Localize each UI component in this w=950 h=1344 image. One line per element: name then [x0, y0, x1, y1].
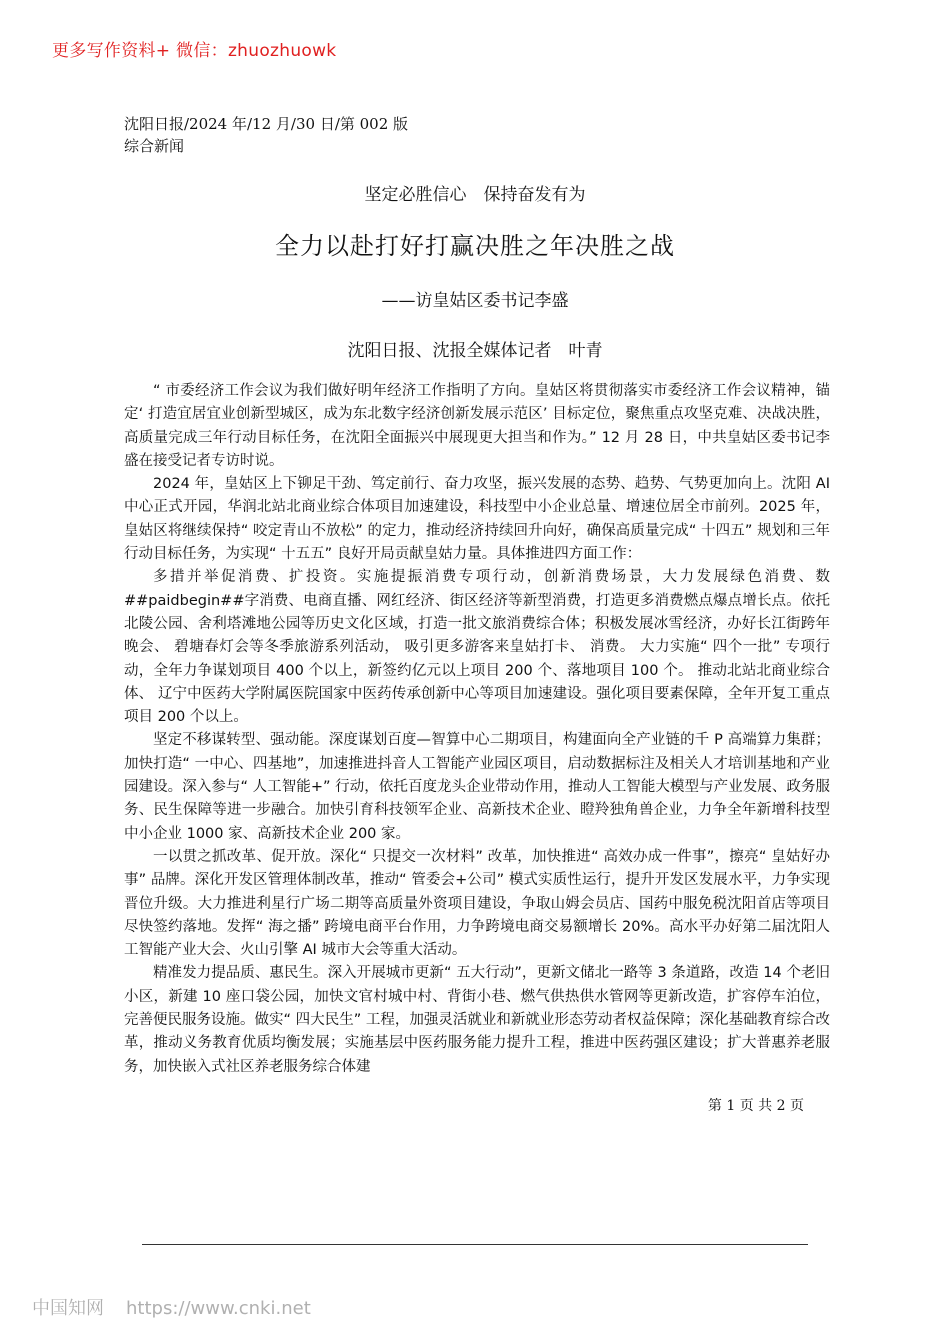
- tagline: 坚定必胜信心 保持奋发有为: [364, 185, 586, 205]
- promo-link[interactable]: 更多写作资料+ 微信：zhuozhuowk: [52, 41, 337, 61]
- watermark-url[interactable]: https://www.cnki.net: [126, 1298, 311, 1319]
- article-subtitle: ——访皇姑区委书记李盛: [381, 291, 569, 311]
- paragraph: 精准发力提品质、惠民生。深入开展城市更新“ 五大行动”，更新文储北一路等 3 条道路，改造 14 个老旧小区，新建 10 座口袋公园，加快文官村城中村、背街小巷、燃气供热供水管网等更新改造，扩容停车泊位，完善便民服务设施。做实“ 四大民生” 工程，加强灵活就业和新就业形态劳动者权益保障；深化基础教育综合改革，推动义务教育优质均衡发展；实施基层中医药服务能力提升工程，推进中医药强区建设；扩大普惠养老服务，加快嵌入式社区养老服务综合体建: [124, 965, 830, 1075]
- paragraph: 坚定不移谋转型、强动能。深度谋划百度—智算中心二期项目，构建面向全产业链的千 P 高端算力集群；加快打造“ 一中心、四基地”，加速推进抖音人工智能产业园区项目，启动数据标注及相关人才培训基地和产业园建设。深入参与“ 人工智能+” 行动，依托百度龙头企业带动作用，推动人工智能大模型与产业发展、政务服务、民生保障等进一步融合。加快引育科技领军企业、高新技术企业、瞪羚独角兽企业，力争全年新增科技型中小企业 1000 家、高新技术企业 200 家。: [124, 732, 830, 842]
- source-line: 沈阳日报/2024 年/12 月/30 日/第 002 版综合新闻: [124, 115, 409, 155]
- watermark-name: 中国知网: [32, 1298, 104, 1319]
- paragraph: 2024 年，皇姑区上下铆足干劲、笃定前行、奋力攻坚，振兴发展的态势、趋势、气势更加向上。沈阳 AI 中心正式开园，华润北站北商业综合体项目加速建设，科技型中小企业总量、增速位居全市前列。2025 年，皇姑区将继续保持“ 咬定青山不放松” 的定力，推动经济持续回升向好，确保高质量完成“ 十四五” 规划和三年行动目标任务，为实现“ 十五五” 良好开局贡献皇姑力量。具体推进四方面工作：: [124, 476, 830, 563]
- paragraph: 一以贯之抓改革、促开放。深化“ 只提交一次材料” 改革，加快推进“ 高效办成一件事”，擦亮“ 皇姑好办事” 品牌。深化开发区管理体制改革，推动“ 管委会+公司” 模式实质性运行，提升开发区发展水平，力争实现晋位升级。大力推进利星行广场二期等高质量外资项目建设，争取山姆会员店、国药中服免税沈阳首店等项目尽快签约落地。发挥“ 海之播” 跨境电商平台作用，力争跨境电商交易额增长 20%。高水平办好第二届沈阳人工智能产业大会、火山引擎 AI 城市大会等重大活动。: [124, 848, 830, 959]
- paragraph: “ 市委经济工作会议为我们做好明年经济工作指明了方向。皇姑区将贯彻落实市委经济工作会议精神，锚定‘ 打造宜居宜业创新型城区，成为东北数字经济创新发展示范区’ 目标定位，聚焦重点攻坚克难、决战决胜，高质量完成三年行动目标任务，在沈阳全面振兴中展现更大担当和作为。” 12 月 28 日，中共皇姑区委书记李盛在接受记者专访时说。: [124, 383, 830, 469]
- byline: 沈阳日报、沈报全媒体记者 叶青: [347, 341, 603, 361]
- paragraph: 多措并举促消费、扩投资。实施提振消费专项行动，创新消费场景，大力发展绿色消费、数##paidbegin##字消费、电商直播、网红经济、街区经济等新型消费，打造更多消费燃点爆点增长点。依托北陵公园、舍利塔滩地公园等历史文化区域，打造一批文旅消费综合体；积极发展冰雪经济，办好长江街跨年晚会、 碧塘春灯会等冬季旅游系列活动， 吸引更多游客来皇姑打卡、 消费。 大力实施“ 四个一批” 专项行动，全年力争谋划项目 400 个以上，新签约亿元以上项目 200 个、落地项目 100 个。 推动北站北商业综合体、 辽宁中医药大学附属医院国家中医药传承创新中心等项目加速建设。强化项目要素保障，全年开复工重点项目 200 个以上。: [124, 569, 830, 726]
- article-body: [124, 380, 830, 1079]
- article-title: 全力以赴打好打赢决胜之年决胜之战: [275, 232, 675, 260]
- footer-divider: [142, 1244, 808, 1245]
- page-number: 第 1 页 共 2 页: [707, 1098, 804, 1114]
- watermark: [32, 1294, 333, 1320]
